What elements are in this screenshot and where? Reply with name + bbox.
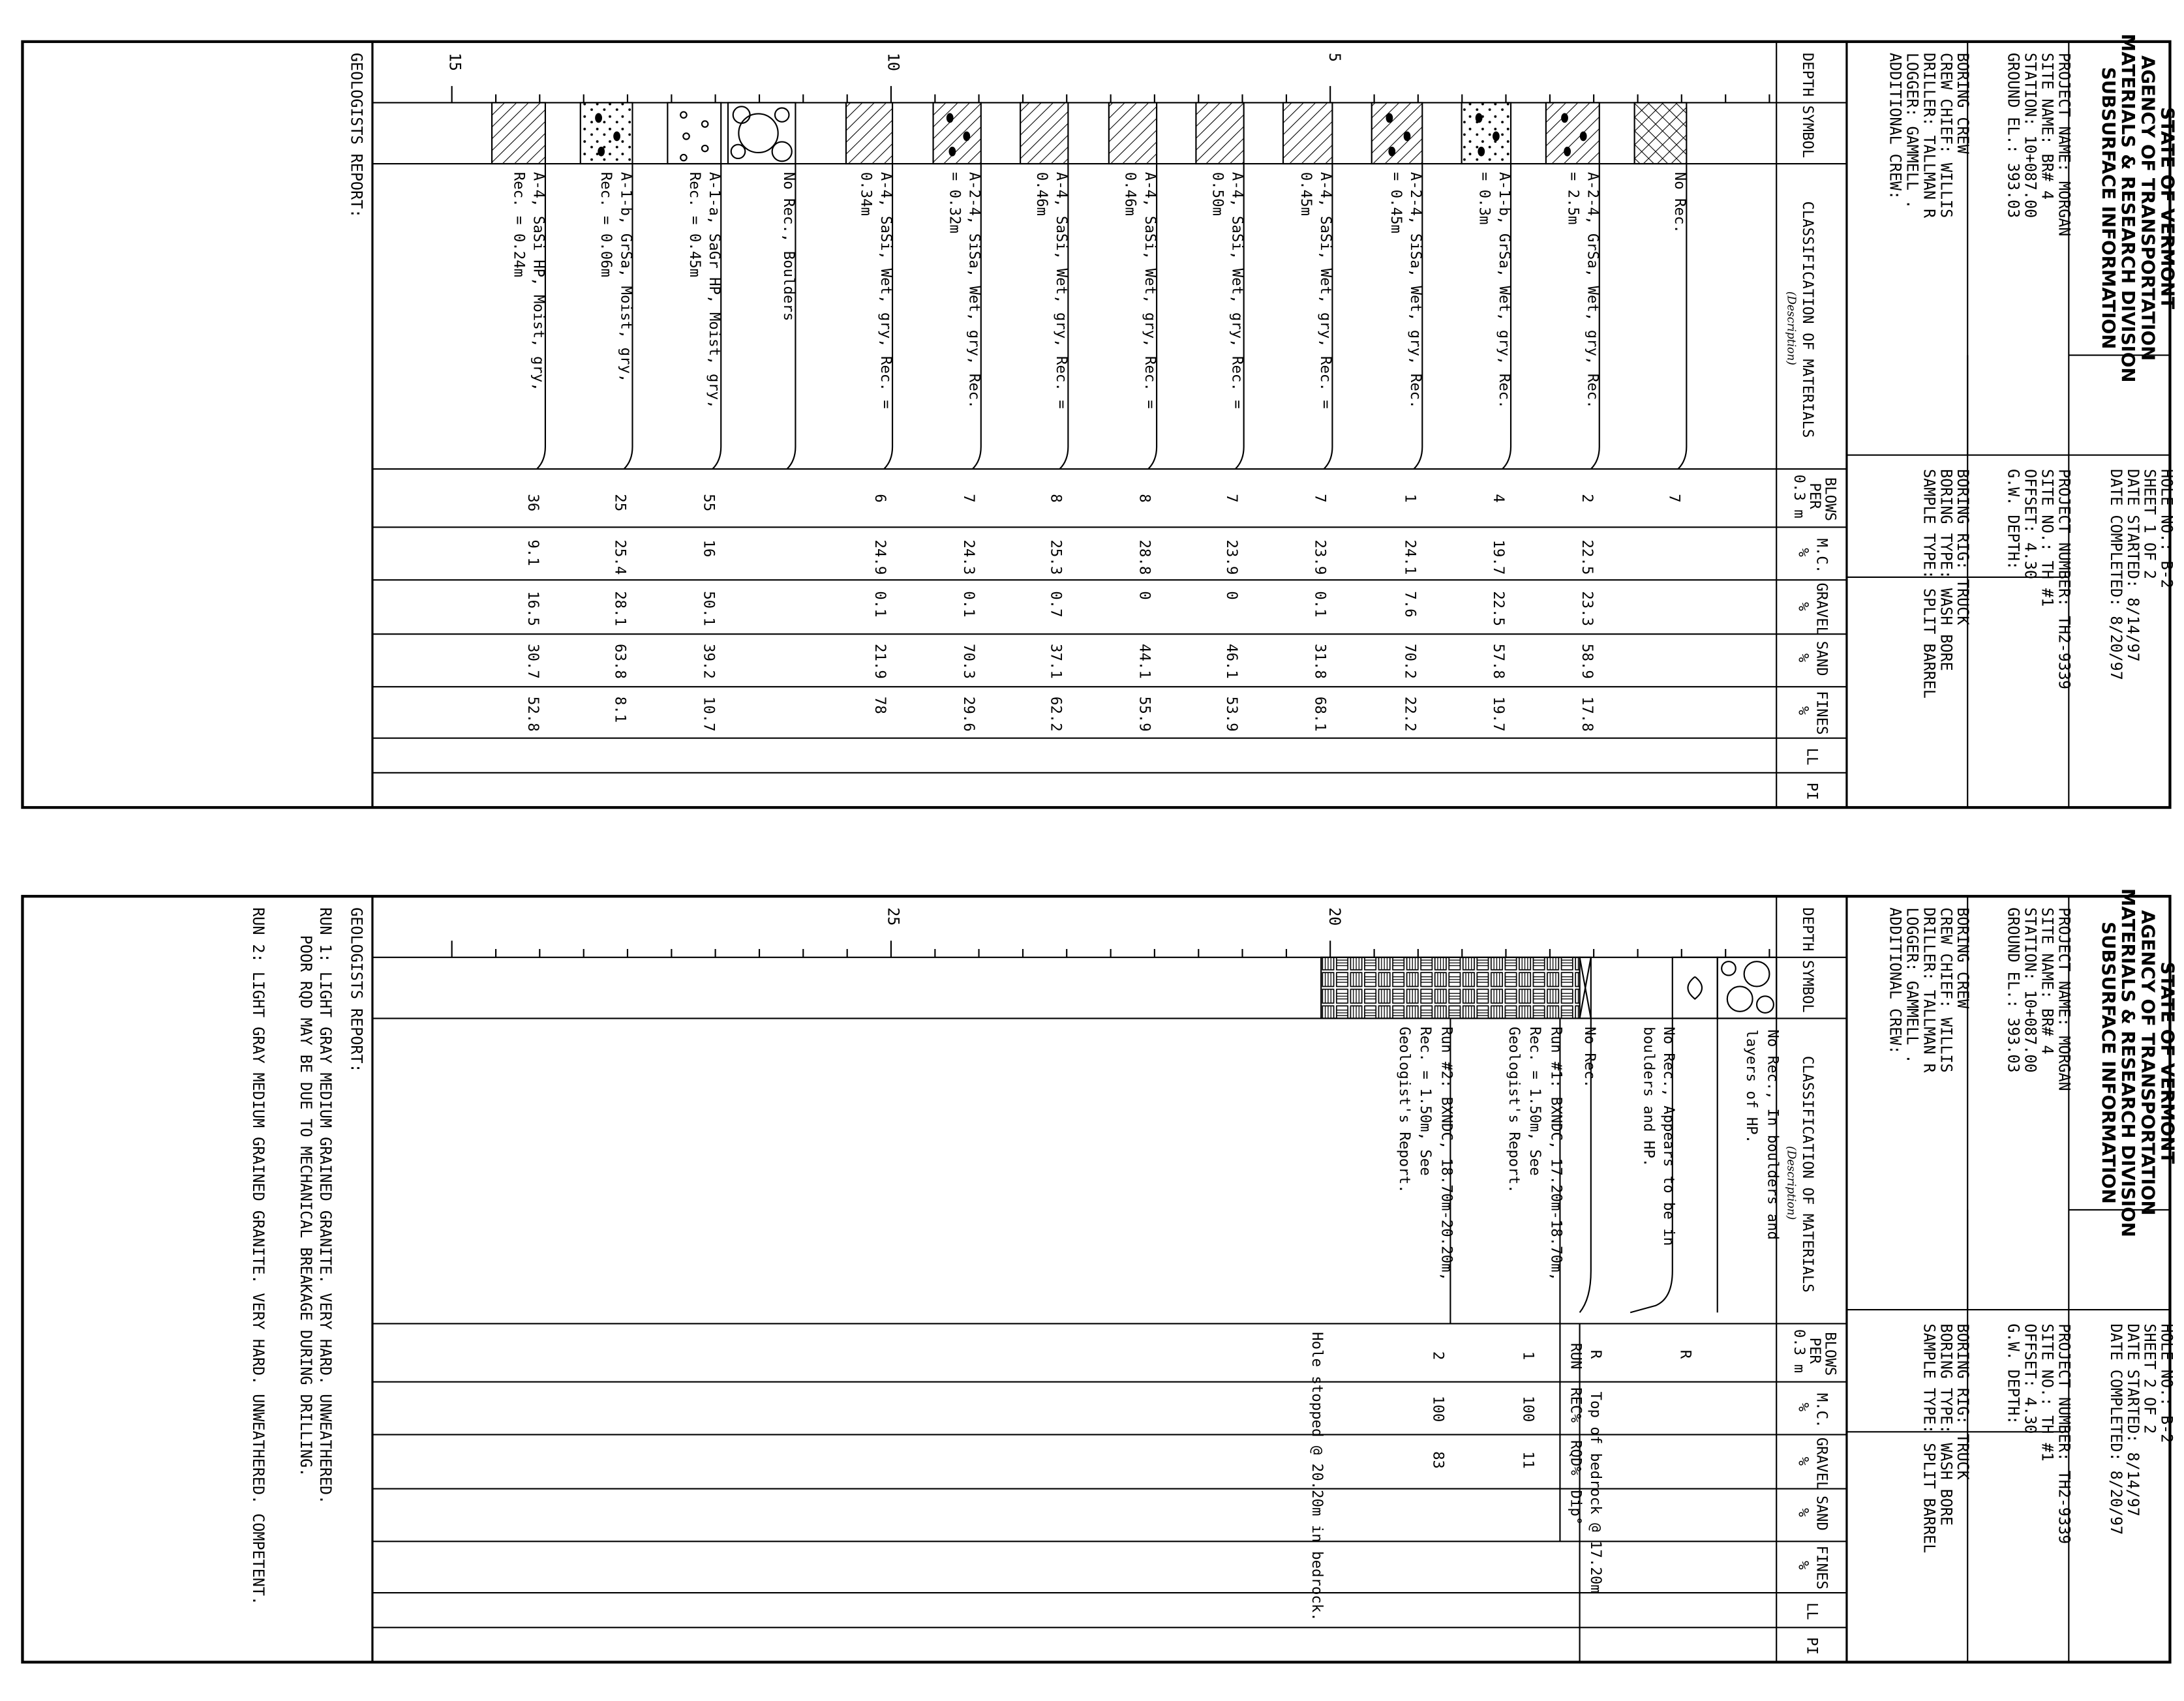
gravel-mark: [1478, 147, 1485, 157]
sample-type: SAMPLE TYPE: SPLIT BARREL: [1920, 1323, 1939, 1554]
sand-value: 21.9: [872, 644, 889, 679]
sheet-1-geologists-report: GEOLOGISTS REPORT:: [347, 52, 366, 218]
mc-value: 25.4: [611, 539, 629, 575]
desc-d-line-1: Run #1: BXNDC, 17.20m-18.70m,: [1547, 1027, 1565, 1281]
sheet-1-layers: [492, 102, 1688, 731]
blows-value: 8: [1136, 494, 1153, 503]
agency-line-2: AGENCY OF TRANSPORTATION: [2137, 55, 2159, 361]
date-started: DATE STARTED: 8/14/97: [2123, 1323, 2142, 1517]
hole-number: HOLE NO.: B-2: [2157, 1323, 2176, 1443]
layer-description: A-4, SaSi, Wet, gry, Rec. =: [1317, 172, 1335, 409]
offset: OFFSET: 4.30: [2021, 1323, 2040, 1434]
sheet-1-drawing: [0, 0, 2184, 841]
run-header-dip: Dip°: [1567, 1490, 1585, 1526]
layer-description: A-2-4, SiSa, Wet, gry, Rec.: [965, 172, 983, 409]
boring-crew: BORING CREW: [1954, 52, 1973, 154]
gravel-value: 28.1: [611, 591, 629, 626]
boulder-mark: [775, 108, 789, 121]
gravel-value: 50.1: [700, 591, 718, 626]
sand-value: 58.9: [1578, 644, 1596, 679]
layer-description: = 2.5m: [1564, 172, 1582, 225]
driller: DRILLER: TALLMAN R: [1920, 52, 1939, 218]
sand-value: 30.7: [524, 644, 542, 679]
station: STATION: 10+087.00: [2021, 52, 2040, 218]
gravel-value: 0: [1136, 591, 1153, 600]
col-gravel-unit: %: [1795, 1456, 1812, 1466]
col-fines: FINES: [1813, 691, 1830, 735]
col-pi: PI: [1803, 1637, 1821, 1655]
col-blows-3: 0.3 m: [1791, 1329, 1808, 1374]
gravel-value: 0.1: [1311, 591, 1329, 618]
blows-value: 7: [1311, 494, 1329, 503]
layer-description: A-4, SaSi, Wet, gry, Rec. =: [1053, 172, 1070, 409]
layer-symbol: [1546, 102, 1600, 164]
driller: DRILLER: TALLMAN R: [1920, 907, 1939, 1073]
boulder-mark: [731, 145, 746, 158]
mc-value: 24.9: [872, 539, 889, 575]
date-completed: DATE COMPLETED: 8/20/97: [2106, 1323, 2126, 1535]
layer-symbol: [581, 102, 633, 164]
blows-value: 7: [1665, 494, 1683, 503]
boring-type: BORING TYPE: WASH BORE: [1937, 469, 1956, 671]
depth-label-5: 5: [1326, 52, 1344, 62]
layer-description: 0.34m: [857, 172, 875, 216]
blows-value: 6: [872, 494, 889, 503]
crew-chief: CREW CHIEF: WILLIS: [1937, 907, 1956, 1073]
station: STATION: 10+087.00: [2021, 907, 2040, 1073]
gravel-value: 16.5: [524, 591, 542, 626]
report-line-2: POOR RQD MAY BE DUE TO MECHANICAL BREAKAGE DURING DRILLING.: [297, 935, 316, 1477]
fines-value: 55.9: [1136, 696, 1153, 732]
layer-description: A-4, SaSi, Wet, gry, Rec. =: [1141, 172, 1159, 409]
project-name: PROJECT NAME: MORGAN: [2055, 52, 2074, 237]
run-2-rqd: 83: [1429, 1451, 1447, 1469]
col-gravel-unit: %: [1795, 602, 1812, 611]
run-1-rqd: 11: [1519, 1451, 1537, 1469]
sample-type: SAMPLE TYPE: SPLIT BARREL: [1920, 469, 1939, 699]
layer-description: 0.45m: [1297, 172, 1315, 216]
desc-c-line-1: No Rec.: [1581, 1027, 1599, 1089]
blows-value: 1: [1401, 494, 1419, 503]
site-number: SITE NO.: TH #1: [2038, 469, 2057, 607]
agency-line-3: MATERIALS & RESEARCH DIVISION: [2117, 33, 2140, 383]
layer-description: A-1-a, SaGr HP, Moist, gry,: [705, 172, 723, 409]
hole-number: HOLE NO.: B-2: [2157, 469, 2176, 589]
gravel-mark: [1386, 113, 1393, 123]
sheet-2-column-headers: [1784, 907, 1838, 1655]
crew-chief: CREW CHIEF: WILLIS: [1937, 52, 1956, 218]
report-line-3: RUN 2: LIGHT GRAY MEDIUM GRAINED GRANITE. VERY HARD. UNWEATHERED. COMPETENT.: [249, 907, 267, 1606]
agency-line-2: AGENCY OF TRANSPORTATION: [2137, 910, 2159, 1216]
col-fines: FINES: [1813, 1545, 1830, 1589]
layer-symbol: [1372, 102, 1423, 164]
fines-value: 10.7: [700, 696, 718, 732]
sand-value: 31.8: [1311, 644, 1329, 679]
layer-row: [1020, 102, 1070, 731]
col-classification: CLASSIFICATION OF MATERIALS: [1799, 201, 1817, 438]
no-rec-symbol: [1580, 957, 1591, 1019]
layer-description: A-4, SaSi HP, Moist, gry,: [530, 172, 547, 391]
agency-line-1: STATE OF VERMONT: [2157, 107, 2179, 310]
mc-value: 23.9: [1222, 539, 1240, 575]
depth-label-25: 25: [884, 907, 903, 926]
boring-rig: BORING RIG: TRUCK: [1954, 469, 1973, 625]
gravel-mark: [702, 121, 708, 127]
gravel-mark: [683, 133, 689, 139]
layer-description: Rec. = 0.45m: [686, 172, 703, 278]
sand-value: 70.2: [1401, 644, 1419, 679]
fines-value: 19.7: [1490, 696, 1508, 732]
sand-value: 39.2: [700, 644, 718, 679]
sheet-2-geologists-report: [249, 907, 366, 1605]
blows-value: 25: [611, 494, 629, 512]
frame: [22, 42, 2170, 807]
hole-stopped-note: Hole stopped @ 20.20m in bedrock.: [1309, 1332, 1326, 1621]
run-2-rec: 100: [1429, 1396, 1447, 1423]
agency-line-1: STATE OF VERMONT: [2157, 961, 2179, 1164]
col-classification: CLASSIFICATION OF MATERIALS: [1799, 1055, 1817, 1293]
layer-description: No Rec., Boulders: [780, 172, 798, 322]
col-mc-unit: %: [1795, 1402, 1812, 1412]
ground-elevation: GROUND EL.: 393.03: [2004, 52, 2023, 218]
layer-row: [1546, 102, 1601, 731]
layer-symbol: [1635, 102, 1687, 164]
offset: OFFSET: 4.30: [2021, 469, 2040, 579]
gravel-value: 23.3: [1578, 591, 1596, 626]
mc-value: 28.8: [1136, 539, 1153, 575]
desc-b-line-2: boulders and HP.: [1640, 1027, 1658, 1167]
logger: LOGGER: GAMMELL .: [1903, 52, 1922, 209]
boring-crew: BORING CREW: [1954, 907, 1973, 1009]
run-2-number: 2: [1429, 1351, 1447, 1361]
mc-value: 16: [700, 539, 718, 558]
layer-row: [1283, 102, 1334, 731]
layer-description: Rec. = 0.24m: [510, 172, 528, 278]
gravel-mark: [1476, 113, 1483, 123]
sheet-1-title-block: [1887, 34, 2179, 699]
fines-value: 78: [872, 696, 889, 714]
sheet-1: [0, 0, 2184, 841]
sand-value: 44.1: [1136, 644, 1153, 679]
project-number: PROJECT NUMBER: TH2-9339: [2055, 1323, 2074, 1544]
layer-description: A-1-b, GrSa, Moist, gry,: [617, 172, 635, 383]
layer-row: [933, 102, 983, 731]
desc-e-line-3: Geologist's Report.: [1395, 1027, 1413, 1194]
col-blows-2: PER: [1806, 1337, 1824, 1364]
logger: LOGGER: GAMMELL .: [1903, 907, 1922, 1064]
col-symbol: SYMBOL: [1799, 960, 1817, 1013]
boulder-mark: [738, 113, 778, 153]
layer-symbol: [1020, 102, 1068, 164]
run-header-rec: REC%: [1567, 1387, 1585, 1423]
boring-rig: BORING RIG: TRUCK: [1954, 1323, 1973, 1480]
gravel-mark: [1388, 147, 1395, 157]
layer-row: [846, 102, 894, 714]
boulder-mark: [772, 142, 792, 161]
col-blows-2: PER: [1806, 483, 1824, 509]
layer-row: [1196, 102, 1245, 731]
col-blows-1: BLOWS: [1821, 477, 1839, 521]
geologists-report-label: GEOLOGISTS REPORT:: [347, 907, 366, 1073]
layer-description: No Rec.: [1671, 172, 1689, 233]
mc-value: 22.5: [1578, 539, 1596, 575]
report-line-1: RUN 1: LIGHT GRAY MEDIUM GRAINED GRANITE. VERY HARD. UNWEATHERED.: [316, 907, 335, 1505]
ground-elevation: GROUND EL.: 393.03: [2004, 907, 2023, 1073]
sand-value: 46.1: [1222, 644, 1240, 679]
blows-refusal-2: R: [1586, 1349, 1604, 1359]
layer-description: 0.46m: [1121, 172, 1139, 216]
col-gravel: GRAVEL: [1813, 582, 1830, 636]
layer-row: [581, 102, 635, 723]
layer-symbol: [1196, 102, 1243, 164]
layer-description: Rec. = 0.06m: [598, 172, 615, 278]
layer-description: = 0.45m: [1387, 172, 1405, 233]
sheet-2-title-block: [1887, 888, 2179, 1553]
col-fines-unit: %: [1795, 1561, 1812, 1570]
layer-description: = 0.32m: [946, 172, 963, 233]
layer-symbol: [1109, 102, 1157, 164]
col-sand-unit: %: [1795, 653, 1812, 663]
col-ll: LL: [1803, 747, 1821, 766]
col-gravel: GRAVEL: [1813, 1437, 1830, 1490]
gravel-mark: [613, 131, 620, 141]
mc-value: 24.3: [960, 539, 978, 575]
layer-symbol: [846, 102, 892, 164]
sheet-2-depth-axis: [452, 907, 1770, 957]
layer-description: 0.50m: [1209, 172, 1226, 216]
gravel-mark: [1493, 131, 1500, 141]
run-1-number: 1: [1519, 1351, 1537, 1361]
col-sand: SAND: [1813, 640, 1830, 676]
gravel-value: 22.5: [1490, 591, 1508, 626]
layer-row: [1462, 102, 1513, 731]
gravel-mark: [702, 145, 708, 151]
mc-value: 19.7: [1490, 539, 1508, 575]
site-number: SITE NO.: TH #1: [2038, 1323, 2057, 1462]
layer-row: [728, 102, 797, 469]
gravel-mark: [963, 131, 970, 141]
layer-description: 0.46m: [1033, 172, 1051, 216]
gravel-mark: [680, 112, 686, 117]
layer-row: [1372, 102, 1424, 731]
depth-label-10: 10: [884, 52, 903, 71]
layer-symbol: [1283, 102, 1332, 164]
agency-line-4: SUBSURFACE INFORMATION: [2097, 67, 2120, 350]
col-mc: M.C.: [1813, 1392, 1830, 1428]
gravel-mark: [948, 147, 956, 157]
boring-type: BORING TYPE: WASH BORE: [1937, 1323, 1956, 1526]
fines-value: 68.1: [1311, 696, 1329, 732]
layer-description: A-2-4, SiSa, Wet, gry, Rec.: [1407, 172, 1425, 409]
blows-value: 7: [1222, 494, 1240, 503]
mc-value: 9.1: [524, 539, 542, 566]
hp-symbol: [1673, 957, 1718, 1019]
project-name: PROJECT NAME: MORGAN: [2055, 907, 2074, 1091]
col-ll: LL: [1803, 1602, 1821, 1620]
col-blows-1: BLOWS: [1821, 1332, 1839, 1376]
sheet-number: SHEET 1 OF 2: [2140, 469, 2159, 579]
sheet-1-depth-axis: [446, 53, 1769, 103]
sheet-1-column-headers: [1784, 53, 1838, 800]
col-depth: DEPTH: [1799, 52, 1817, 97]
gravel-value: 0: [1222, 591, 1240, 600]
run-header-run: RUN: [1567, 1343, 1585, 1370]
additional-crew: ADDITIONAL CREW:: [1886, 52, 1905, 200]
layer-symbol: [492, 102, 545, 164]
run-1-rec: 100: [1519, 1396, 1537, 1423]
sheet-2-run-data: [1309, 1323, 1694, 1662]
sheet-number: SHEET 2 OF 2: [2140, 1323, 2159, 1434]
layer-row: [1109, 102, 1159, 731]
col-description: (Description): [1784, 1146, 1798, 1220]
mc-value: 25.3: [1047, 539, 1065, 575]
fines-value: 53.9: [1222, 696, 1240, 732]
blows-value: 4: [1490, 494, 1508, 503]
fines-value: 8.1: [611, 696, 629, 723]
layer-description: A-1-b, GrSa, Wet, gry, Rec.: [1495, 172, 1513, 409]
col-fines-unit: %: [1795, 706, 1812, 715]
sheet-2-symbols: [1321, 957, 1776, 1019]
boulder-symbol: [1718, 957, 1776, 1019]
desc-b-line-1: No Rec., Appears to be in: [1660, 1027, 1677, 1246]
boulder-mark: [733, 106, 750, 123]
mc-value: 24.1: [1401, 539, 1419, 575]
mc-value: 23.9: [1311, 539, 1329, 575]
col-depth: DEPTH: [1799, 907, 1817, 952]
gravel-value: 7.6: [1401, 591, 1419, 618]
layer-row: [1635, 102, 1689, 502]
col-pi: PI: [1803, 782, 1821, 800]
col-description: (Description): [1784, 291, 1798, 365]
col-mc: M.C.: [1813, 538, 1830, 574]
col-sand: SAND: [1813, 1496, 1830, 1531]
col-symbol: SYMBOL: [1799, 105, 1817, 158]
layer-symbol: [933, 102, 981, 164]
desc-d-line-3: Geologist's Report.: [1505, 1027, 1523, 1194]
gravel-mark: [680, 155, 686, 160]
desc-a-line-1: No Rec., In boulders and: [1764, 1029, 1782, 1240]
project-number: PROJECT NUMBER: TH2-9339: [2055, 469, 2074, 689]
blows-value: 8: [1047, 494, 1065, 503]
date-started: DATE STARTED: 8/14/97: [2123, 469, 2142, 662]
layer-description: A-4, SaSi, Wet, gry, Rec. =: [877, 172, 894, 409]
gravel-mark: [1564, 147, 1571, 157]
agency-line-4: SUBSURFACE INFORMATION: [2097, 922, 2120, 1204]
site-name: SITE NAME: BR# 4: [2038, 907, 2057, 1055]
fines-value: 52.8: [524, 696, 542, 732]
layer-row: [492, 102, 547, 731]
groundwater-depth: G.W. DEPTH:: [2004, 469, 2023, 570]
site-name: SITE NAME: BR# 4: [2038, 52, 2057, 200]
layer-row: [667, 102, 723, 731]
col-blows-3: 0.3 m: [1791, 474, 1808, 519]
depth-label-20: 20: [1326, 907, 1344, 926]
blows-value: 2: [1578, 494, 1596, 503]
sand-value: 63.8: [611, 644, 629, 679]
gravel-mark: [598, 147, 605, 157]
gravel-value: 0.7: [1047, 591, 1065, 618]
gravel-mark: [1580, 131, 1587, 141]
blows-value: 36: [524, 494, 542, 512]
gravel-value: 0.1: [872, 591, 889, 618]
depth-label-15: 15: [446, 52, 464, 71]
gravel-mark: [947, 113, 954, 123]
fines-value: 62.2: [1047, 696, 1065, 732]
fines-value: 22.2: [1401, 696, 1419, 732]
run-header-rqd: RQD%: [1567, 1440, 1585, 1475]
desc-a-line-2: layers of HP.: [1742, 1029, 1761, 1144]
sand-value: 57.8: [1490, 644, 1508, 679]
blows-value: 7: [960, 494, 978, 503]
desc-e-line-2: Rec. = 1.50m, See: [1417, 1027, 1434, 1176]
agency-line-3: MATERIALS & RESEARCH DIVISION: [2117, 888, 2140, 1237]
layer-description: A-2-4, GrSa, Wet, gry, Rec.: [1584, 172, 1601, 409]
layer-description: = 0.3m: [1476, 172, 1493, 225]
gravel-value: 0.1: [960, 591, 978, 618]
fines-value: 17.8: [1578, 696, 1596, 732]
layer-symbol: [667, 102, 721, 164]
sheet-2-drawing: [0, 854, 2184, 1695]
col-sand-unit: %: [1795, 1508, 1812, 1517]
gravel-mark: [1561, 113, 1568, 123]
col-mc-unit: %: [1795, 548, 1812, 557]
sand-value: 70.3: [960, 644, 978, 679]
desc-e-line-1: Run #2: BXNDC, 18.70m-20.20m,: [1438, 1027, 1455, 1281]
bedrock-symbol: [1321, 957, 1579, 1019]
sand-value: 37.1: [1047, 644, 1065, 679]
sheet-2-descriptions: [1396, 1018, 1782, 1323]
groundwater-depth: G.W. DEPTH:: [2004, 1323, 2023, 1425]
additional-crew: ADDITIONAL CREW:: [1886, 907, 1905, 1055]
sheet-2: [0, 854, 2184, 1695]
layer-symbol: [1462, 102, 1511, 164]
gravel-mark: [1404, 131, 1411, 141]
desc-d-line-2: Rec. = 1.50m, See: [1526, 1027, 1544, 1176]
layer-description: A-4, SaSi, Wet, gry, Rec. =: [1228, 172, 1246, 409]
gravel-mark: [595, 113, 602, 123]
fines-value: 29.6: [960, 696, 978, 732]
blows-value: 55: [700, 494, 718, 512]
date-completed: DATE COMPLETED: 8/20/97: [2106, 469, 2126, 680]
blows-refusal-1: R: [1676, 1349, 1694, 1359]
bedrock-note: Top of bedrock @ 17.20m: [1586, 1391, 1604, 1593]
frame-2: [22, 896, 2170, 1662]
